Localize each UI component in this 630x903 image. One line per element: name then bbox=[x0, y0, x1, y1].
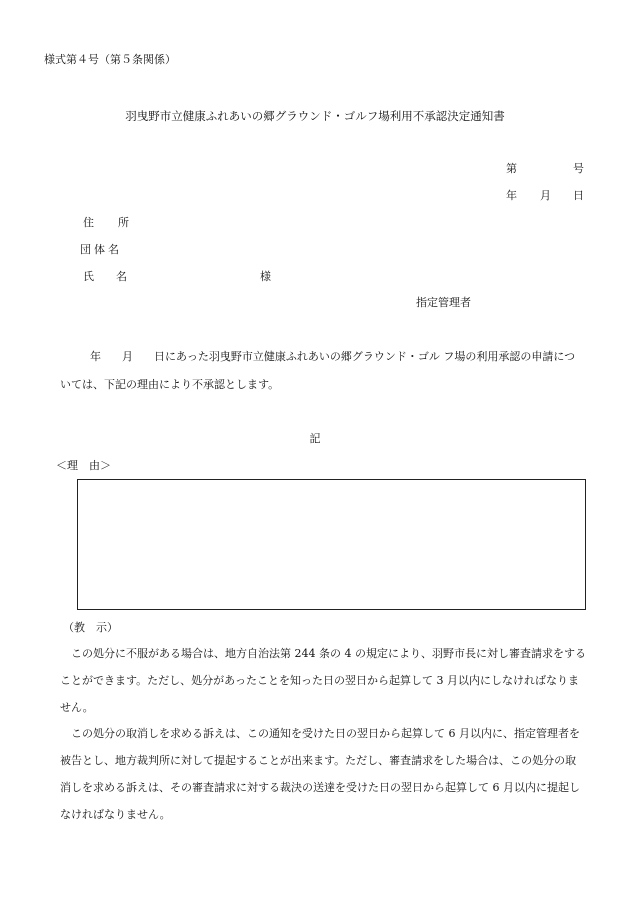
ki-heading: 記 bbox=[309, 432, 321, 445]
date-month: 月 bbox=[540, 189, 551, 202]
document-title: 羽曳野市立健康ふれあいの郷グラウンド・ゴルフ場利用不承認決定通知書 bbox=[125, 109, 505, 123]
instruction-line: せん。 bbox=[60, 701, 94, 714]
instruction-line: ことができます。ただし、処分があったことを知った日の翌日から起算して 3 月以内にしなければなりま bbox=[60, 674, 579, 687]
doc-number-prefix: 第 bbox=[506, 162, 517, 175]
honorific-sama: 様 bbox=[260, 270, 271, 283]
notice-year: 年 bbox=[90, 350, 101, 363]
name-label-1: 氏 bbox=[83, 270, 94, 283]
notice-line-2: いては、下記の理由により不承認とします。 bbox=[60, 378, 280, 391]
notice-line-1 bbox=[90, 351, 575, 362]
notice-text-1: 日にあった羽曳野市立健康ふれあいの郷グラウンド・ゴル フ場の利用承認の申請につ bbox=[154, 350, 576, 363]
reason-box bbox=[77, 479, 586, 610]
date-year: 年 bbox=[506, 189, 517, 202]
reason-label: ＜理 由＞ bbox=[56, 459, 111, 472]
name-label-2: 名 bbox=[116, 270, 127, 283]
address-label-1: 住 bbox=[83, 216, 94, 229]
instruction-line: この処分の取消しを求める訴えは、この通知を受けた日の翌日から起算して 6 月以内に、指定管理者を bbox=[60, 727, 580, 740]
doc-number-suffix: 号 bbox=[573, 162, 584, 175]
instruction-heading: （教 示） bbox=[63, 621, 118, 634]
designated-manager: 指定管理者 bbox=[416, 296, 471, 309]
instruction-line: 消しを求める訴えは、その審査請求に対する裁決の送達を受けた日の翌日から起算して 6 月以内に提起し bbox=[60, 781, 580, 794]
date-day: 日 bbox=[573, 189, 584, 202]
instruction-line: なければなりません。 bbox=[60, 808, 171, 821]
address-label-2: 所 bbox=[118, 216, 129, 229]
instruction-line: 被告とし、地方裁判所に対して提起することが出来ます。ただし、審査請求をした場合は、この処分の取 bbox=[60, 754, 577, 767]
form-number: 様式第４号（第５条関係） bbox=[44, 53, 176, 66]
instruction-line: この処分に不服がある場合は、地方自治法第 244 条の 4 の規定により、羽野市長に対し審査請求をする bbox=[60, 647, 586, 660]
group-name-label: 団体名 bbox=[80, 243, 122, 256]
notice-month: 月 bbox=[122, 350, 133, 363]
